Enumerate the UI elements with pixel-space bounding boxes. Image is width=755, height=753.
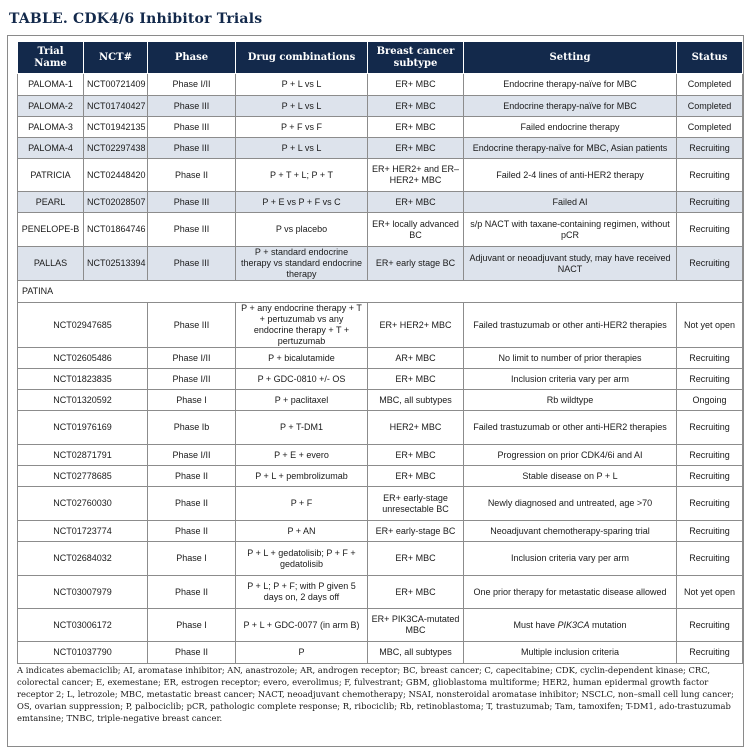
status: Recruiting bbox=[677, 369, 743, 390]
setting: Failed AI bbox=[464, 192, 677, 213]
drug-combinations: P + L vs L bbox=[236, 74, 368, 96]
status: Recruiting bbox=[677, 466, 743, 487]
subtype: ER+ early-stage unresectable BC bbox=[368, 487, 464, 521]
table-row bbox=[18, 117, 743, 138]
table-title-lead: TABLE. bbox=[9, 11, 68, 27]
subtype: ER+ early stage BC bbox=[368, 247, 464, 281]
table-row bbox=[18, 159, 743, 192]
status: Ongoing bbox=[677, 390, 743, 411]
status: Recruiting bbox=[677, 609, 743, 642]
header-row bbox=[18, 42, 743, 74]
status: Recruiting bbox=[677, 445, 743, 466]
setting: Failed trastuzumab or other anti-HER2 therapies bbox=[464, 411, 677, 445]
nct-number: NCT01723774 bbox=[18, 521, 148, 542]
trial-name: PALOMA-1 bbox=[18, 74, 84, 96]
phase: Phase III bbox=[148, 303, 236, 348]
drug-combinations: P + AN bbox=[236, 521, 368, 542]
drug-combinations: P + paclitaxel bbox=[236, 390, 368, 411]
setting: Rb wildtype bbox=[464, 390, 677, 411]
phase: Phase II bbox=[148, 521, 236, 542]
subtype: MBC, all subtypes bbox=[368, 390, 464, 411]
setting: No limit to number of prior therapies bbox=[464, 348, 677, 369]
phase: Phase I/II bbox=[148, 74, 236, 96]
phase: Phase I bbox=[148, 390, 236, 411]
nct-number: NCT02778685 bbox=[18, 466, 148, 487]
table-footnote: A indicates abemaciclib; AI, aromatase inhibitor; AN, anastrozole; AR, androgen receptor; BC, breast cancer; C, capecitabine; CDK, cyclin-dependent kinase; CRC, colorectal cancer; E, exemestane; ER, estrogen receptor; evero, everolimus; F, fulvestrant; GBM, glioblastoma multiforme; HER2, human epidermal growth factor receptor 2; L, letrozole; MBC, metastatic breast cancer; NACT, neoadjuvant chemotherapy; NSAI, nonsteroidal aromatase inhibitor; NSCLC, non–small cell lung cancer; OS, ovarian suppression; P, palbociclib; pCR, pathologic complete response; R, ribociclib; Rb, retinoblastoma; T, trastuzumab; Tam, tamoxifen; T-DM1, ado-trastuzumab emtansine; TNBC, triple-negative breast cancer. bbox=[17, 665, 734, 724]
drug-combinations: P + any endocrine therapy + T + pertuzumab vs any endocrine therapy + T + pertuzumab bbox=[236, 303, 368, 348]
drug-combinations: P + L + GDC-0077 (in arm B) bbox=[236, 609, 368, 642]
setting-suffix: mutation bbox=[589, 619, 627, 630]
table-row bbox=[18, 609, 743, 642]
drug-combinations: P bbox=[236, 642, 368, 664]
phase: Phase II bbox=[148, 487, 236, 521]
table-row bbox=[18, 192, 743, 213]
nct-number: NCT02871791 bbox=[18, 445, 148, 466]
nct-number: NCT01864746 bbox=[84, 213, 148, 247]
nct-number: NCT01320592 bbox=[18, 390, 148, 411]
nct-number: NCT01976169 bbox=[18, 411, 148, 445]
table-row bbox=[18, 369, 743, 390]
subtype: ER+ HER2+ and ER– HER2+ MBC bbox=[368, 159, 464, 192]
setting: Failed trastuzumab or other anti-HER2 therapies bbox=[464, 303, 677, 348]
trial-name: PALLAS bbox=[18, 247, 84, 281]
trial-name: PALOMA-4 bbox=[18, 138, 84, 159]
table-row bbox=[18, 542, 743, 576]
group-label: PATINA bbox=[18, 281, 743, 303]
table-row bbox=[18, 466, 743, 487]
table-row bbox=[18, 247, 743, 281]
status: Recruiting bbox=[677, 348, 743, 369]
trial-name: PEARL bbox=[18, 192, 84, 213]
table-row bbox=[18, 96, 743, 117]
subtype: HER2+ MBC bbox=[368, 411, 464, 445]
drug-combinations: P + T + L; P + T bbox=[236, 159, 368, 192]
nct-number: NCT01823835 bbox=[18, 369, 148, 390]
drug-combinations: P + standard endocrine therapy vs standard endocrine therapy bbox=[236, 247, 368, 281]
table-title bbox=[9, 11, 262, 27]
drug-combinations: P + GDC-0810 +/- OS bbox=[236, 369, 368, 390]
phase: Phase I bbox=[148, 609, 236, 642]
subtype: ER+ MBC bbox=[368, 192, 464, 213]
col-header-trial-name: Trial Name bbox=[18, 42, 84, 74]
phase: Phase III bbox=[148, 138, 236, 159]
table-row bbox=[18, 390, 743, 411]
setting: Inclusion criteria vary per arm bbox=[464, 369, 677, 390]
phase: Phase I/II bbox=[148, 445, 236, 466]
subtype: ER+ MBC bbox=[368, 466, 464, 487]
phase: Phase II bbox=[148, 642, 236, 664]
phase: Phase III bbox=[148, 192, 236, 213]
nct-number: NCT01037790 bbox=[18, 642, 148, 664]
subtype: ER+ MBC bbox=[368, 117, 464, 138]
phase: Phase III bbox=[148, 96, 236, 117]
subtype: MBC, all subtypes bbox=[368, 642, 464, 664]
subtype: ER+ early-stage BC bbox=[368, 521, 464, 542]
setting bbox=[464, 609, 677, 642]
status: Recruiting bbox=[677, 159, 743, 192]
subtype: ER+ MBC bbox=[368, 138, 464, 159]
drug-combinations: P + F vs F bbox=[236, 117, 368, 138]
nct-number: NCT02513394 bbox=[84, 247, 148, 281]
status: Completed bbox=[677, 74, 743, 96]
col-header-status: Status bbox=[677, 42, 743, 74]
drug-combinations: P + L vs L bbox=[236, 138, 368, 159]
drug-combinations: P + F bbox=[236, 487, 368, 521]
phase: Phase I/II bbox=[148, 348, 236, 369]
setting: Endocrine therapy-naïve for MBC, Asian patients bbox=[464, 138, 677, 159]
subtype: ER+ MBC bbox=[368, 74, 464, 96]
status: Not yet open bbox=[677, 576, 743, 609]
setting: Failed endocrine therapy bbox=[464, 117, 677, 138]
status: Recruiting bbox=[677, 192, 743, 213]
trials-table bbox=[17, 41, 743, 664]
setting: Progression on prior CDK4/6i and AI bbox=[464, 445, 677, 466]
table-row bbox=[18, 303, 743, 348]
nct-number: NCT02605486 bbox=[18, 348, 148, 369]
subtype: ER+ MBC bbox=[368, 369, 464, 390]
nct-number: NCT02760030 bbox=[18, 487, 148, 521]
nct-number: NCT01740427 bbox=[84, 96, 148, 117]
phase: Phase III bbox=[148, 213, 236, 247]
status: Recruiting bbox=[677, 411, 743, 445]
nct-number: NCT02947685 bbox=[18, 303, 148, 348]
phase: Phase I/II bbox=[148, 369, 236, 390]
status: Recruiting bbox=[677, 542, 743, 576]
drug-combinations: P vs placebo bbox=[236, 213, 368, 247]
col-header-nct: NCT# bbox=[84, 42, 148, 74]
phase: Phase I bbox=[148, 542, 236, 576]
phase: Phase II bbox=[148, 576, 236, 609]
trial-name: PATRICIA bbox=[18, 159, 84, 192]
nct-number: NCT02297438 bbox=[84, 138, 148, 159]
setting-gene: PIK3CA bbox=[557, 619, 590, 630]
drug-combinations: P + L vs L bbox=[236, 96, 368, 117]
table-row bbox=[18, 576, 743, 609]
setting: Newly diagnosed and untreated, age >70 bbox=[464, 487, 677, 521]
subtype: ER+ MBC bbox=[368, 445, 464, 466]
drug-combinations: P + L + gedatolisib; P + F + gedatolisib bbox=[236, 542, 368, 576]
status: Recruiting bbox=[677, 138, 743, 159]
setting: Endocrine therapy-naïve for MBC bbox=[464, 96, 677, 117]
setting: Stable disease on P + L bbox=[464, 466, 677, 487]
setting: Neoadjuvant chemotherapy-sparing trial bbox=[464, 521, 677, 542]
phase: Phase II bbox=[148, 466, 236, 487]
table-row bbox=[18, 213, 743, 247]
subtype: ER+ MBC bbox=[368, 576, 464, 609]
group-row-patina bbox=[18, 281, 743, 303]
setting: Failed 2-4 lines of anti-HER2 therapy bbox=[464, 159, 677, 192]
phase: Phase Ib bbox=[148, 411, 236, 445]
setting-prefix: Must have bbox=[513, 619, 558, 630]
table-row bbox=[18, 487, 743, 521]
drug-combinations: P + L + pembrolizumab bbox=[236, 466, 368, 487]
drug-combinations: P + L; P + F; with P given 5 days on, 2 days off bbox=[236, 576, 368, 609]
status: Not yet open bbox=[677, 303, 743, 348]
status: Recruiting bbox=[677, 247, 743, 281]
status: Recruiting bbox=[677, 213, 743, 247]
subtype: AR+ MBC bbox=[368, 348, 464, 369]
table-row bbox=[18, 642, 743, 664]
trial-name: PALOMA-2 bbox=[18, 96, 84, 117]
table-row bbox=[18, 74, 743, 96]
nct-number: NCT02448420 bbox=[84, 159, 148, 192]
setting: Endocrine therapy-naïve for MBC bbox=[464, 74, 677, 96]
phase: Phase III bbox=[148, 247, 236, 281]
status: Completed bbox=[677, 117, 743, 138]
setting: Adjuvant or neoadjuvant study, may have received NACT bbox=[464, 247, 677, 281]
table-row bbox=[18, 445, 743, 466]
table-row bbox=[18, 411, 743, 445]
drug-combinations: P + T-DM1 bbox=[236, 411, 368, 445]
subtype: ER+ MBC bbox=[368, 542, 464, 576]
table-row bbox=[18, 348, 743, 369]
subtype: ER+ locally advanced BC bbox=[368, 213, 464, 247]
subtype: ER+ HER2+ MBC bbox=[368, 303, 464, 348]
status: Recruiting bbox=[677, 521, 743, 542]
status: Recruiting bbox=[677, 487, 743, 521]
setting: Inclusion criteria vary per arm bbox=[464, 542, 677, 576]
trial-name: PALOMA-3 bbox=[18, 117, 84, 138]
nct-number: NCT02684032 bbox=[18, 542, 148, 576]
nct-number: NCT02028507 bbox=[84, 192, 148, 213]
status: Completed bbox=[677, 96, 743, 117]
subtype: ER+ PIK3CA-mutated MBC bbox=[368, 609, 464, 642]
drug-combinations: P + E vs P + F vs C bbox=[236, 192, 368, 213]
setting: s/p NACT with taxane-containing regimen, without pCR bbox=[464, 213, 677, 247]
drug-combinations: P + E + evero bbox=[236, 445, 368, 466]
phase: Phase II bbox=[148, 159, 236, 192]
drug-combinations: P + bicalutamide bbox=[236, 348, 368, 369]
table-row bbox=[18, 138, 743, 159]
trial-name: PENELOPE-B bbox=[18, 213, 84, 247]
col-header-subtype: Breast cancer subtype bbox=[368, 42, 464, 74]
col-header-phase: Phase bbox=[148, 42, 236, 74]
nct-number: NCT00721409 bbox=[84, 74, 148, 96]
setting: One prior therapy for metastatic disease allowed bbox=[464, 576, 677, 609]
table-title-text: CDK4/6 Inhibitor Trials bbox=[73, 11, 263, 27]
nct-number: NCT03007979 bbox=[18, 576, 148, 609]
phase: Phase III bbox=[148, 117, 236, 138]
nct-number: NCT01942135 bbox=[84, 117, 148, 138]
nct-number: NCT03006172 bbox=[18, 609, 148, 642]
setting: Multiple inclusion criteria bbox=[464, 642, 677, 664]
col-header-setting: Setting bbox=[464, 42, 677, 74]
subtype: ER+ MBC bbox=[368, 96, 464, 117]
status: Recruiting bbox=[677, 642, 743, 664]
table-row bbox=[18, 521, 743, 542]
col-header-drug-combinations: Drug combinations bbox=[236, 42, 368, 74]
